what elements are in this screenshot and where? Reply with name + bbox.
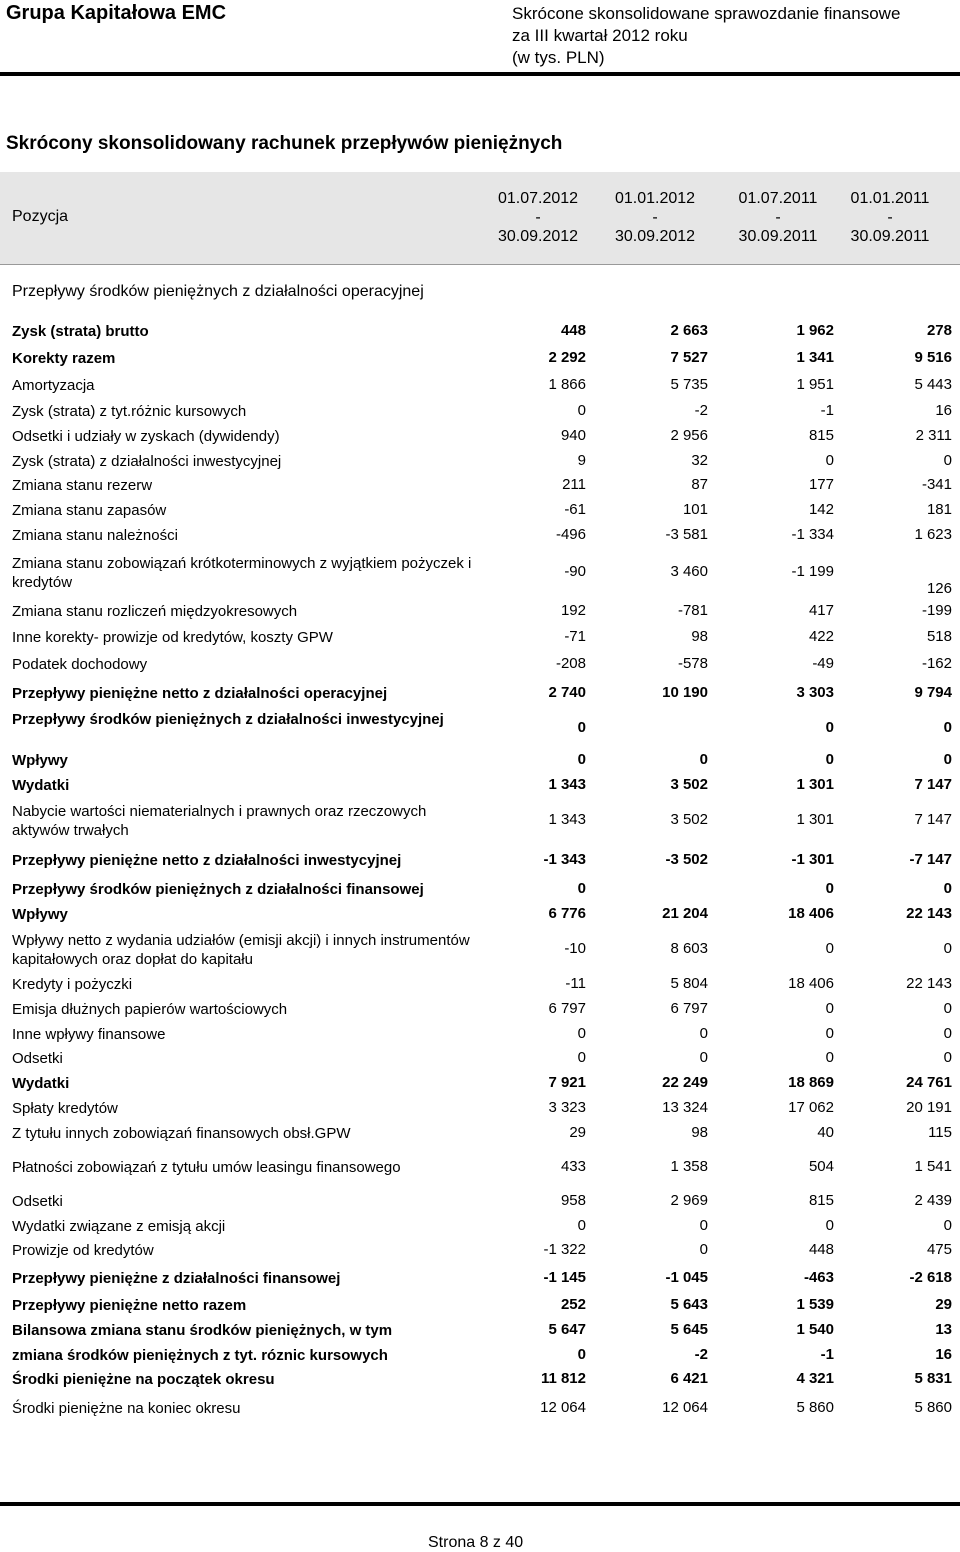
- report-title-line: Skrócone skonsolidowane sprawozdanie finansowe: [512, 4, 901, 23]
- row-value: -1 343: [543, 851, 586, 868]
- row-value: 9 794: [914, 684, 952, 701]
- row-value: 7 527: [670, 349, 708, 366]
- row-value: -1: [820, 1346, 834, 1363]
- period-column-header: [605, 189, 705, 246]
- row-value: 0: [825, 1025, 834, 1042]
- row-value: -1 301: [791, 851, 834, 868]
- period-start: 01.01.2011: [850, 190, 930, 207]
- row-value: 3 502: [670, 811, 708, 828]
- row-label: Przepływy pieniężne netto razem: [12, 1297, 247, 1314]
- row-label: Zmiana stanu rezerw: [12, 477, 153, 494]
- row-label: Wydatki: [12, 777, 70, 794]
- row-value: 448: [560, 322, 586, 339]
- row-label: Przepływy pieniężne z działalności finansowej: [12, 1270, 341, 1287]
- row-value: 0: [943, 880, 952, 897]
- row-value: 0: [699, 1217, 708, 1234]
- row-value: 0: [699, 1025, 708, 1042]
- row-value: -463: [803, 1269, 834, 1286]
- row-value: 32: [691, 452, 708, 469]
- row-value: -7 147: [909, 851, 952, 868]
- row-value: 2 740: [548, 684, 586, 701]
- period-end: 30.09.2011: [738, 228, 818, 245]
- row-value: 2 439: [914, 1192, 952, 1209]
- row-value: 177: [808, 476, 834, 493]
- row-value: -2: [694, 402, 708, 419]
- row-value: 0: [943, 452, 952, 469]
- row-value: 3 323: [548, 1099, 586, 1116]
- row-value: 5 645: [670, 1321, 708, 1338]
- row-value: -49: [812, 655, 834, 672]
- row-value: 0: [825, 1049, 834, 1066]
- row-value: 1 539: [796, 1296, 834, 1313]
- row-label: Wydatki: [12, 1075, 70, 1092]
- page-number: Strona 8 z 40: [428, 1534, 524, 1551]
- company-name: Grupa Kapitałowa EMC: [6, 2, 227, 24]
- row-value: 13 324: [662, 1099, 708, 1116]
- row-value: 0: [825, 940, 834, 957]
- section-heading: Przepływy środków pieniężnych z działalności operacyjnej: [12, 283, 424, 300]
- row-value: -1 199: [791, 563, 834, 580]
- row-value: -61: [564, 501, 586, 518]
- row-value: 0: [577, 751, 586, 768]
- header-divider: [0, 72, 960, 76]
- row-value: 40: [817, 1124, 834, 1141]
- row-value: 3 460: [670, 563, 708, 580]
- row-label: Odsetki: [12, 1050, 63, 1067]
- row-value: 815: [808, 1192, 834, 1209]
- row-value: 0: [699, 751, 708, 768]
- row-value: 1 301: [796, 776, 834, 793]
- row-value: 20 191: [906, 1099, 952, 1116]
- report-period-line: za III kwartał 2012 roku: [512, 26, 688, 45]
- row-value: -2 618: [909, 1269, 952, 1286]
- row-value: 181: [926, 501, 952, 518]
- row-value: 29: [935, 1296, 952, 1313]
- period-end: 30.09.2012: [614, 228, 696, 245]
- row-value: 101: [682, 501, 708, 518]
- row-value: 1 623: [914, 526, 952, 543]
- row-value: 21 204: [662, 905, 708, 922]
- row-value: 448: [808, 1241, 834, 1258]
- row-value: 12 064: [662, 1399, 708, 1416]
- row-value: -3 502: [665, 851, 708, 868]
- row-value: 13: [935, 1321, 952, 1338]
- row-value: -11: [565, 975, 586, 992]
- footer-divider: [0, 1502, 960, 1506]
- row-value: 0: [577, 1025, 586, 1042]
- period-end: 30.09.2011: [850, 228, 930, 245]
- row-label: Przepływy pieniężne netto z działalności operacyjnej: [12, 685, 388, 702]
- row-value: 252: [560, 1296, 586, 1313]
- row-value: -162: [921, 655, 952, 672]
- row-value: 958: [560, 1192, 586, 1209]
- row-value: 475: [926, 1241, 952, 1258]
- row-value: 0: [699, 1241, 708, 1258]
- row-value: 192: [560, 602, 586, 619]
- row-value: 1 358: [670, 1158, 708, 1175]
- row-value: -90: [564, 563, 586, 580]
- row-label: Wpływy: [12, 906, 68, 923]
- period-dash: -: [775, 209, 781, 226]
- row-value: 29: [569, 1124, 586, 1141]
- row-label: Z tytułu innych zobowiązań finansowych obsł.GPW: [12, 1125, 351, 1142]
- row-value: 12 064: [540, 1399, 586, 1416]
- row-label: Kredyty i pożyczki: [12, 976, 133, 993]
- row-value: -1: [820, 402, 834, 419]
- row-value: 9: [577, 452, 586, 469]
- row-value: 211: [562, 476, 586, 493]
- row-value: 98: [691, 1124, 708, 1141]
- row-value: 0: [577, 719, 586, 736]
- row-value: -10: [564, 940, 586, 957]
- row-value: 115: [928, 1124, 952, 1141]
- row-value: 10 190: [662, 684, 708, 701]
- page-title: Skrócony skonsolidowany rachunek przepływów pieniężnych: [6, 133, 563, 154]
- period-column-header: [840, 189, 940, 246]
- row-value: 2 663: [670, 322, 708, 339]
- row-value: 1 951: [796, 376, 834, 393]
- row-label: Wpływy: [12, 752, 68, 769]
- row-label: Wydatki związane z emisją akcji: [12, 1218, 226, 1235]
- row-value: 0: [577, 402, 586, 419]
- row-value: 0: [943, 1217, 952, 1234]
- row-value: 0: [943, 719, 952, 736]
- row-value: 1 540: [796, 1321, 834, 1338]
- row-value: 5 443: [914, 376, 952, 393]
- row-value: 6 797: [670, 1000, 708, 1017]
- row-value: 0: [943, 1000, 952, 1017]
- row-label: Zmiana stanu należności: [12, 527, 178, 544]
- row-value: 0: [825, 1217, 834, 1234]
- row-label: Inne wpływy finansowe: [12, 1026, 166, 1043]
- row-value: 2 311: [915, 427, 952, 444]
- row-value: 0: [577, 1049, 586, 1066]
- row-value: 1 343: [548, 776, 586, 793]
- row-value: 0: [943, 751, 952, 768]
- period-start: 01.07.2011: [738, 190, 818, 207]
- row-value: 422: [808, 628, 834, 645]
- row-label: Bilansowa zmiana stanu środków pieniężnych, w tym: [12, 1322, 393, 1339]
- period-column-header: [488, 189, 588, 246]
- row-value: 5 647: [548, 1321, 586, 1338]
- row-value: 5 860: [914, 1399, 952, 1416]
- row-value: 3 303: [796, 684, 834, 701]
- row-value: 16: [935, 1346, 952, 1363]
- row-label: Odsetki i udziały w zyskach (dywidendy): [12, 428, 280, 445]
- row-value: 3 502: [670, 776, 708, 793]
- row-value: 2 292: [548, 349, 586, 366]
- row-label: Prowizje od kredytów: [12, 1242, 154, 1259]
- row-value: 18 406: [788, 975, 834, 992]
- row-value: -1 045: [665, 1269, 708, 1286]
- period-dash: -: [887, 209, 893, 226]
- row-value: 2 969: [670, 1192, 708, 1209]
- row-value: 17 062: [788, 1099, 834, 1116]
- row-label: Amortyzacja: [12, 377, 95, 394]
- row-value: 6 776: [548, 905, 586, 922]
- row-value: 9 516: [914, 349, 952, 366]
- period-column-header: [728, 189, 828, 246]
- row-label: Odsetki: [12, 1193, 63, 1210]
- report-header: [512, 3, 900, 69]
- row-value: 18 406: [788, 905, 834, 922]
- row-label: Nabycie wartości niematerialnych i prawnych oraz rzeczowych aktywów trwałych: [12, 803, 427, 839]
- row-value: -341: [921, 476, 952, 493]
- period-start: 01.07.2012: [497, 190, 579, 207]
- row-label: Zmiana stanu rozliczeń międzyokresowych: [12, 603, 298, 620]
- row-value: -71: [564, 628, 586, 645]
- row-value: 22 249: [662, 1074, 708, 1091]
- row-label: Zysk (strata) z tyt.różnic kursowych: [12, 403, 247, 420]
- row-value: -2: [694, 1346, 708, 1363]
- row-label: Zmiana stanu zobowiązań krótkoterminowych z wyjątkiem pożyczek i kredytów: [12, 555, 472, 591]
- row-label: Przepływy środków pieniężnych z działalności inwestycyjnej: [12, 711, 444, 728]
- row-value: 518: [926, 628, 952, 645]
- row-value: 0: [943, 1025, 952, 1042]
- row-label: Zysk (strata) brutto: [12, 323, 149, 340]
- row-value: -1 145: [543, 1269, 586, 1286]
- row-value: 5 831: [914, 1370, 952, 1387]
- position-column-label: Pozycja: [12, 208, 69, 225]
- row-value: -3 581: [665, 526, 708, 543]
- row-value: 24 761: [906, 1074, 952, 1091]
- row-value: 5 643: [670, 1296, 708, 1313]
- row-value: -578: [677, 655, 708, 672]
- period-dash: -: [652, 209, 658, 226]
- row-label: Środki pieniężne na początek okresu: [12, 1371, 275, 1388]
- period-dash: -: [535, 209, 541, 226]
- row-value: 278: [926, 322, 952, 339]
- row-value: 18 869: [788, 1074, 834, 1091]
- row-value: 7 921: [548, 1074, 586, 1091]
- row-value: -781: [677, 602, 708, 619]
- table-column-header: [0, 172, 960, 265]
- row-value: 5 735: [670, 376, 708, 393]
- row-value: 2 956: [670, 427, 708, 444]
- row-value: 7 147: [914, 776, 952, 793]
- row-label: Korekty razem: [12, 350, 116, 367]
- row-value: 940: [560, 427, 586, 444]
- row-value: 1 866: [548, 376, 586, 393]
- row-label: Wpływy netto z wydania udziałów (emisji akcji) i innych instrumentów kapitałowych oraz dopłat do kapitału: [12, 932, 470, 968]
- row-value: 0: [577, 1217, 586, 1234]
- row-value: -208: [555, 655, 586, 672]
- row-value: 87: [691, 476, 708, 493]
- row-value: 98: [691, 628, 708, 645]
- row-value: 22 143: [906, 905, 952, 922]
- row-label: Przepływy pieniężne netto z działalności inwestycyjnej: [12, 852, 402, 869]
- row-value: 504: [808, 1158, 834, 1175]
- row-value: 0: [825, 880, 834, 897]
- row-value: 417: [808, 602, 834, 619]
- report-unit-line: (w tys. PLN): [512, 48, 605, 67]
- row-value: 126: [926, 580, 952, 597]
- row-value: 0: [825, 751, 834, 768]
- period-end: 30.09.2012: [497, 228, 579, 245]
- row-label: Zmiana stanu zapasów: [12, 502, 167, 519]
- row-value: 6 797: [548, 1000, 586, 1017]
- row-value: 0: [577, 880, 586, 897]
- row-label: zmiana środków pieniężnych z tyt. róznic kursowych: [12, 1347, 388, 1364]
- row-value: 6 421: [670, 1370, 708, 1387]
- row-value: 1 341: [796, 349, 834, 366]
- row-value: -1 334: [791, 526, 834, 543]
- row-value: 5 860: [796, 1399, 834, 1416]
- row-value: 0: [825, 452, 834, 469]
- row-value: 433: [560, 1158, 586, 1175]
- row-value: 0: [825, 1000, 834, 1017]
- row-value: 1 343: [548, 811, 586, 828]
- row-value: 0: [943, 940, 952, 957]
- row-label: Środki pieniężne na koniec okresu: [12, 1400, 241, 1417]
- row-value: 0: [577, 1346, 586, 1363]
- row-label: Podatek dochodowy: [12, 656, 148, 673]
- row-value: -199: [921, 602, 952, 619]
- row-value: 0: [825, 719, 834, 736]
- row-value: 11 812: [540, 1370, 586, 1387]
- row-label: Emisja dłużnych papierów wartościowych: [12, 1001, 288, 1018]
- row-value: 22 143: [906, 975, 952, 992]
- row-value: 5 804: [670, 975, 708, 992]
- row-value: 1 301: [796, 811, 834, 828]
- row-value: 0: [699, 1049, 708, 1066]
- row-value: -1 322: [543, 1241, 586, 1258]
- row-value: 16: [935, 402, 952, 419]
- period-start: 01.01.2012: [614, 190, 696, 207]
- row-value: 4 321: [796, 1370, 834, 1387]
- row-value: -496: [555, 526, 586, 543]
- row-value: 0: [943, 1049, 952, 1066]
- row-label: Spłaty kredytów: [12, 1100, 118, 1117]
- row-value: 1 541: [914, 1158, 952, 1175]
- row-value: 8 603: [670, 940, 708, 957]
- row-value: 815: [808, 427, 834, 444]
- row-label: Płatności zobowiązań z tytułu umów leasingu finansowego: [12, 1159, 401, 1176]
- row-label: Zysk (strata) z działalności inwestycyjnej: [12, 453, 282, 470]
- row-value: 1 962: [796, 322, 834, 339]
- row-label: Przepływy środków pieniężnych z działalności finansowej: [12, 881, 424, 898]
- row-label: Inne korekty- prowizje od kredytów, koszty GPW: [12, 629, 333, 646]
- row-value: 7 147: [914, 811, 952, 828]
- row-value: 142: [808, 501, 834, 518]
